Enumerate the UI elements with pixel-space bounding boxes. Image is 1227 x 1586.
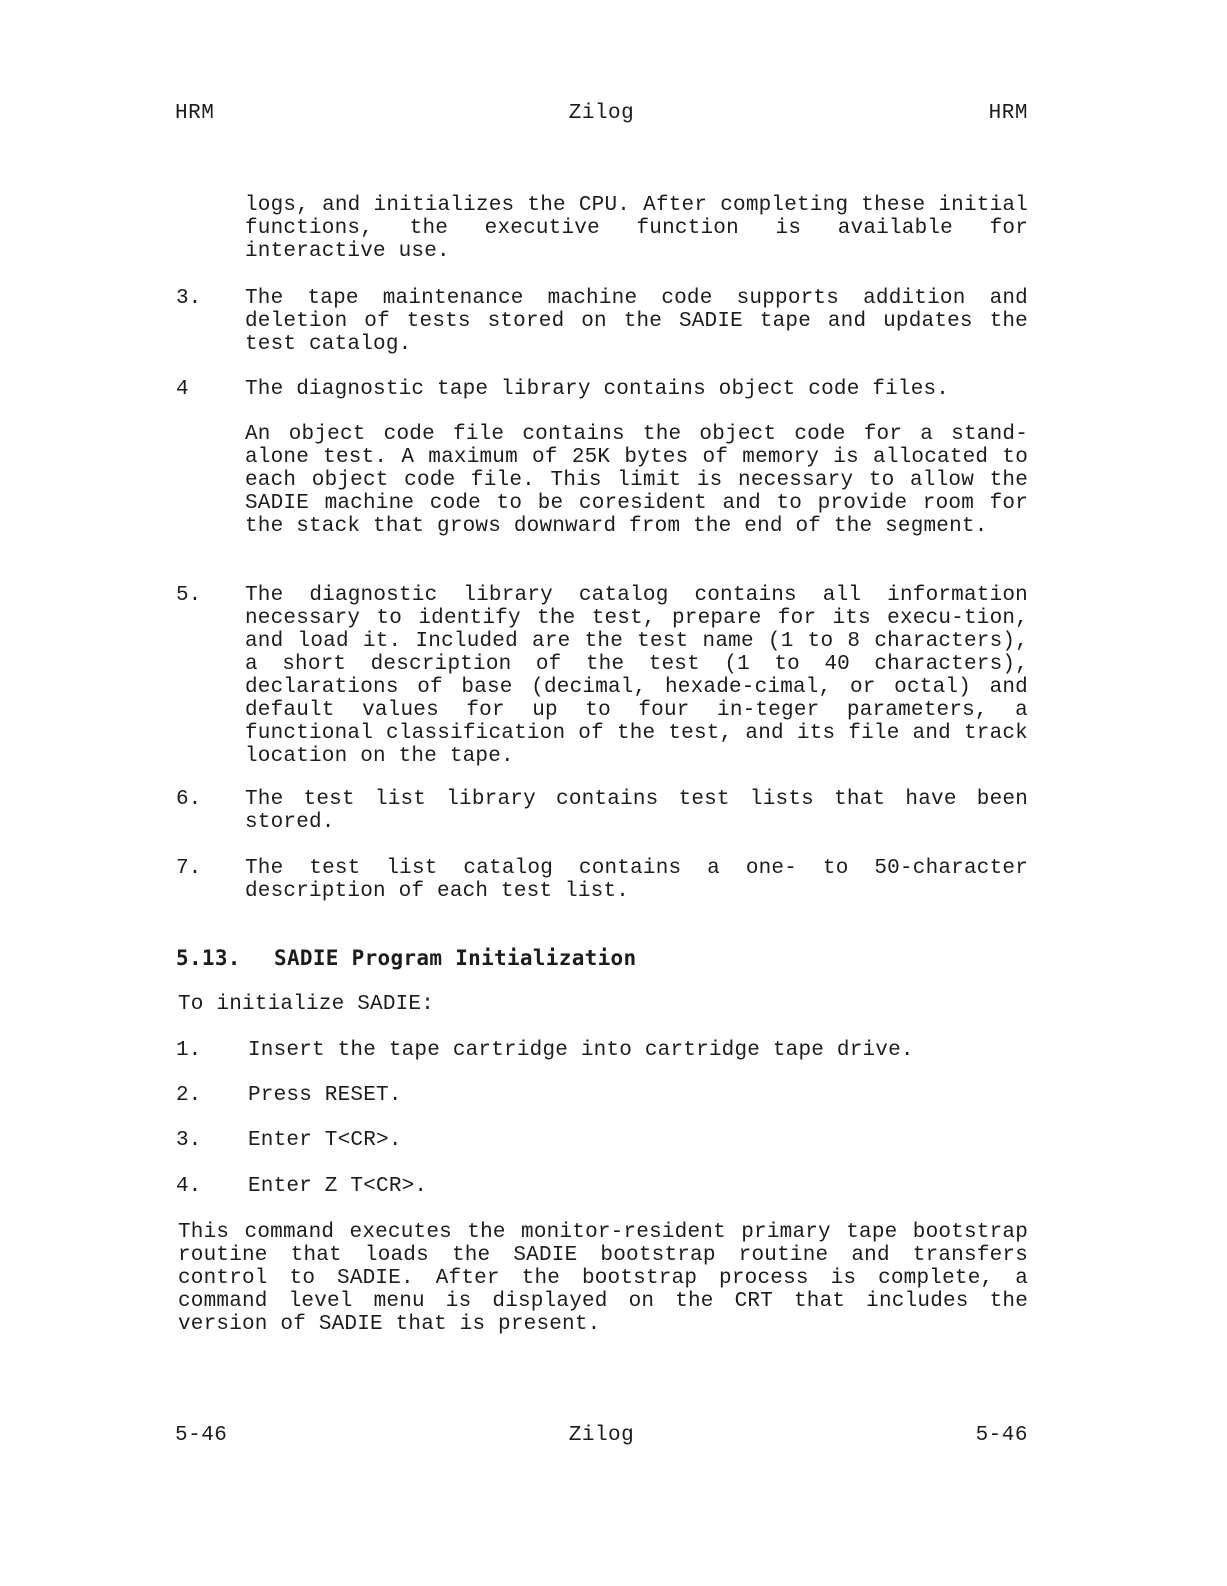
footer-center: Zilog <box>568 1424 635 1447</box>
step-number: 2. <box>176 1084 202 1107</box>
section-heading <box>176 946 636 970</box>
item-text: The test list library contains test lists that have been stored. <box>245 788 1028 834</box>
footer-left: 5-46 <box>175 1424 228 1447</box>
item-number: 3. <box>176 287 202 310</box>
step-text: Press RESET. <box>248 1084 402 1107</box>
item-text: The diagnostic tape library contains object code files. <box>245 378 950 401</box>
item-text: The diagnostic library catalog contains all information necessary to identify the test, prepare for its execu-tion, and load it. Included are the test name (1 to 8 characters), a short description of the test (1 to 40 characters), declarations of base (decimal, hexade-cimal, or octal) and default values for up to four in-teger parameters, a functional classification of the test, and its file and track location on the tape. <box>245 584 1028 768</box>
header-center: Zilog <box>568 102 635 125</box>
header-right: HRM <box>988 102 1028 125</box>
item-number: 4 <box>176 378 189 401</box>
item-paragraph: An object code file contains the object code for a stand-alone test. A maximum of 25K bytes of memory is allocated to each object code file. This limit is necessary to allow the SADIE machine code to be coresident and to provide room for the stack that grows downward from the end of the segment. <box>245 423 1028 538</box>
step-number: 1. <box>176 1039 202 1062</box>
item-text: The tape maintenance machine code supports addition and deletion of tests stored on the SADIE tape and updates the test catalog. <box>245 287 1028 356</box>
continuation-paragraph: logs, and initializes the CPU. After completing these initial functions, the executive function is available for interactive use. <box>245 194 1028 263</box>
item-number: 5. <box>176 584 202 607</box>
step-text: Insert the tape cartridge into cartridge tape drive. <box>248 1039 914 1062</box>
step-text: Enter Z T<CR>. <box>248 1175 428 1198</box>
header-left: HRM <box>175 102 215 125</box>
step-number: 4. <box>176 1175 202 1198</box>
item-number: 7. <box>176 857 202 880</box>
item-text: The test list catalog contains a one- to 50-character description of each test list. <box>245 857 1028 903</box>
intro-text: To initialize SADIE: <box>178 993 435 1016</box>
page-header <box>175 102 1028 125</box>
item-number: 6. <box>176 788 202 811</box>
step-text: Enter T<CR>. <box>248 1129 402 1152</box>
closing-paragraph: This command executes the monitor-resident primary tape bootstrap routine that loads the SADIE bootstrap routine and transfers control to SADIE. After the bootstrap process is complete, a command level menu is displayed on the CRT that includes the version of SADIE that is present. <box>178 1221 1028 1336</box>
section-title: SADIE Program Initialization <box>274 946 637 970</box>
footer-right: 5-46 <box>975 1424 1028 1447</box>
step-number: 3. <box>176 1129 202 1152</box>
section-number: 5.13. <box>176 946 241 970</box>
page-footer <box>175 1424 1028 1447</box>
